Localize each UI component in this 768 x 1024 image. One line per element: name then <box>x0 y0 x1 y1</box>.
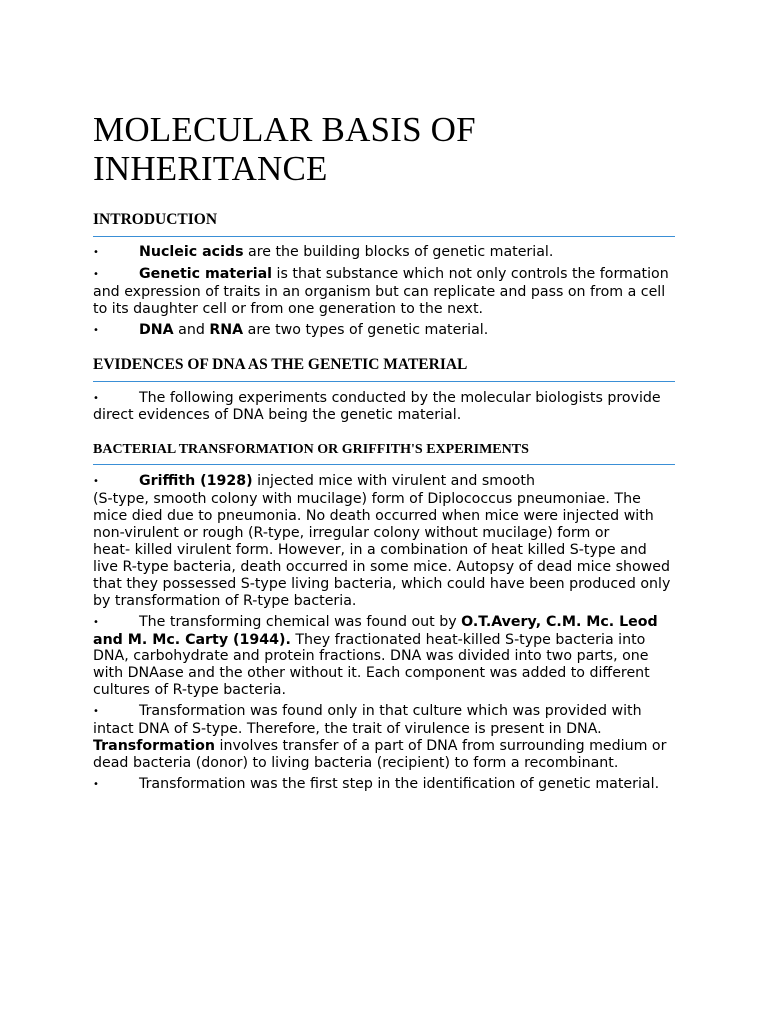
bold-term: Transformation <box>93 737 215 754</box>
evidences-list <box>93 390 675 425</box>
item-text: is that substance which not only controls the formation and expression of traits in an organism but can replicate and pass on from a cell to its daughter cell or from one generation to the next. <box>93 265 669 317</box>
section-evidences <box>93 356 675 425</box>
list-item <box>93 244 675 262</box>
page-title: MOLECULAR BASIS OF INHERITANCE <box>93 110 476 188</box>
item-text: involves transfer of a part of DNA from surrounding medium or dead bacteria (donor) to living bacteria (recipient) to form a recombinant. <box>93 737 667 771</box>
item-text: They fractionated heat-killed S-type bacteria into DNA, carbohydrate and protein fractions. DNA was divided into two parts, one with DNAase and the other without it. Each component was added to different cultures of R-type bacteria. <box>93 631 650 699</box>
griffith-list <box>93 473 675 793</box>
list-item <box>93 322 675 340</box>
bold-term: O.T.Avery, C.M. Mc. Leod and M. Mc. Carty (1944). <box>93 613 658 648</box>
item-text: The following experiments conducted by the molecular biologists provide direct evidences of DNA being the genetic material. <box>93 389 661 424</box>
bold-term: Genetic material <box>139 265 273 282</box>
bullet-icon: • <box>93 392 99 404</box>
bullet-icon: • <box>93 476 99 488</box>
section-heading-evidences: EVIDENCES OF DNA AS THE GENETIC MATERIAL <box>93 356 675 382</box>
list-item <box>93 614 675 700</box>
list-item <box>93 390 675 425</box>
section-heading-griffith: BACTERIAL TRANSFORMATION OR GRIFFITH'S EXPERIMENTS <box>93 441 675 465</box>
bullet-icon: • <box>93 324 99 336</box>
bold-term: Nucleic acids <box>139 244 244 260</box>
list-item <box>93 266 675 318</box>
item-text: heat- killed virulent form. However, in a combination of heat killed S-type and live R-type bacteria, death occurred in some mice. Autopsy of dead mice showed that they possessed S-type living bacteria, which could have been produced only by transformation of R-type bacteria. <box>93 541 671 609</box>
list-item <box>93 473 675 609</box>
bold-term: Griffith (1928) <box>139 473 253 490</box>
section-griffith <box>93 441 675 793</box>
bold-term: DNA <box>139 321 174 338</box>
item-text: Transformation was the first step in the identification of genetic material. <box>139 775 660 792</box>
list-item <box>93 703 675 772</box>
bullet-icon: • <box>93 706 99 718</box>
section-introduction <box>93 211 675 340</box>
item-text: are the building blocks of genetic material. <box>243 244 554 260</box>
item-text: Transformation was found only in that culture which was provided with intact DNA of S-type. Therefore, the trait of virulence is present in DNA. <box>93 703 642 738</box>
bullet-icon: • <box>93 268 99 280</box>
bullet-icon: • <box>93 778 99 790</box>
item-text: and <box>173 321 210 338</box>
item-text: (S-type, smooth colony with mucilage) form of Diplococcus pneumoniae. The mice died due to pneumonia. No death occurred when mice were injected with non-virulent or rough (R-type, irregular colony without mucilage) form or <box>93 491 654 542</box>
introduction-list <box>93 244 675 340</box>
section-heading-introduction: INTRODUCTION <box>93 211 675 237</box>
item-text: injected mice with virulent and smooth <box>252 473 535 490</box>
item-text: The transforming chemical was found out by <box>139 613 462 630</box>
bold-term: RNA <box>209 321 244 338</box>
document-page <box>93 110 675 798</box>
list-item <box>93 776 675 794</box>
bullet-icon: • <box>93 616 99 628</box>
bullet-icon: • <box>93 247 99 258</box>
item-text: are two types of genetic material. <box>243 321 489 338</box>
